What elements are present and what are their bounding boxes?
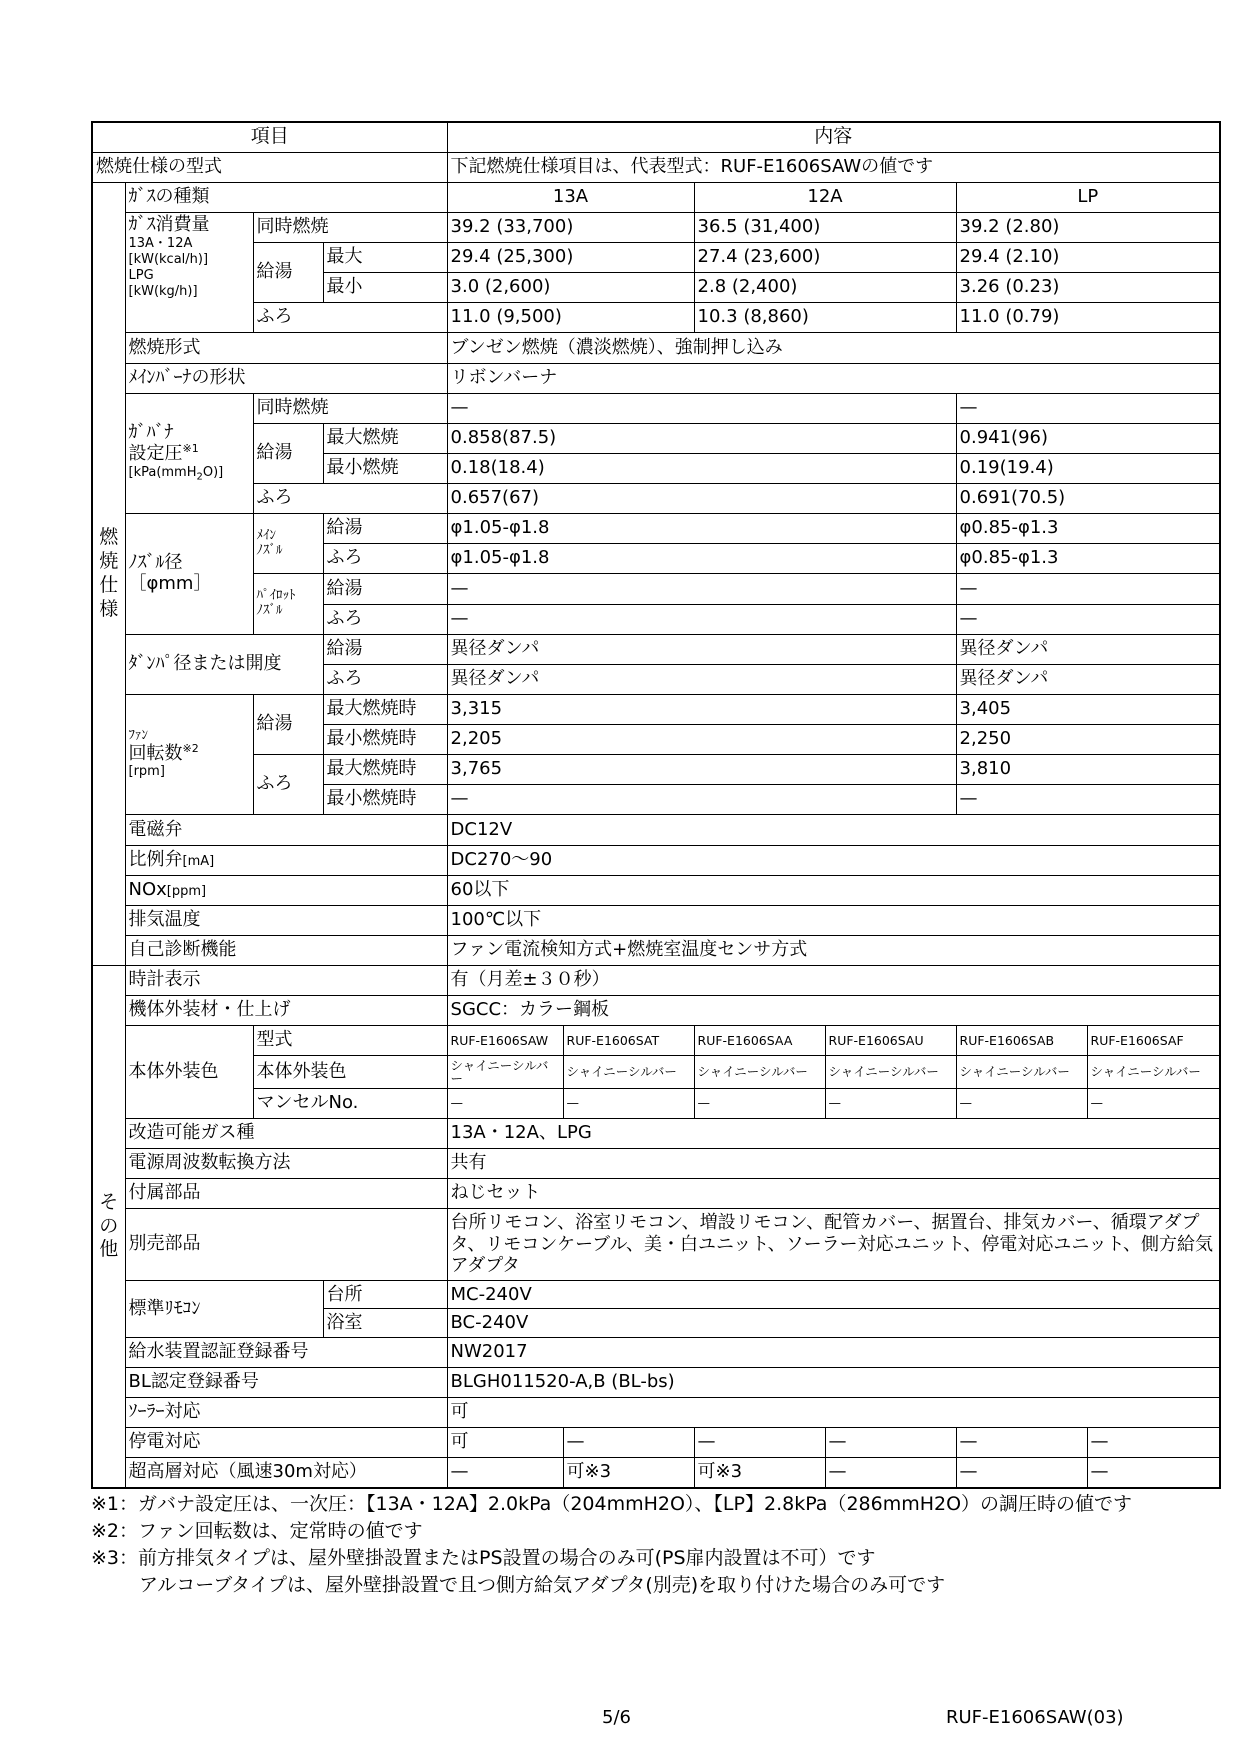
- body-model-4: RUF-E1606SAU: [825, 1026, 956, 1056]
- high-rise-2: 可※3: [563, 1458, 694, 1488]
- governor-label2: 設定圧: [128, 442, 183, 464]
- gc-bath-13a: 11.0 (9,500): [447, 303, 694, 333]
- gov-bath-city: 0.657(67): [447, 484, 956, 514]
- body-color-label: 本体外装色: [125, 1026, 253, 1118]
- remote-bath-value: BC-240V: [447, 1309, 1220, 1337]
- fan-row-bath-max: [92, 755, 1220, 785]
- gov-min-city: 0.18(18.4): [447, 453, 956, 483]
- nz-pilot-bath-city: —: [447, 604, 956, 634]
- col-item-header: 項目: [92, 122, 447, 152]
- model-value: 下記燃焼仕様項目は、代表型式：RUF-E1606SAWの値です: [447, 152, 1220, 182]
- section-other: その他: [92, 966, 125, 1489]
- gas-consumption-bath: ふろ: [253, 303, 447, 333]
- nozzle-unit: ［φmm］: [128, 572, 212, 594]
- nz-main-hw-city: φ1.05-φ1.8: [447, 514, 956, 544]
- body-model-2: RUF-E1606SAT: [563, 1026, 694, 1056]
- munsell-6: —: [1087, 1088, 1220, 1118]
- fan-hw-min-city: 2,205: [447, 725, 956, 755]
- burner-shape-label: ﾒｲﾝﾊﾞｰﾅの形状: [125, 363, 447, 393]
- convertible-gas-value: 13A・12A、LPG: [447, 1118, 1220, 1148]
- damper-hw-lp: 異径ダンパ: [956, 634, 1220, 664]
- gas-consumption-min: 最小: [323, 273, 447, 303]
- burn-type-label: 燃焼形式: [125, 333, 447, 363]
- self-diag-value: ファン電流検知方式+燃焼室温度センサ方式: [447, 935, 1220, 965]
- footnote-1: ※1：ガバナ設定圧は、一次圧：【13A・12A】2.0kPa（204mmH2O）、【LP】2.8kPa（286mmH2O）の調圧時の値です: [91, 1493, 1133, 1515]
- nozzle-pilot-bath: ふろ: [323, 604, 447, 634]
- gas-consumption-label: ｶﾞｽ消費量: [128, 213, 210, 235]
- nz-pilot-bath-lp: —: [956, 604, 1220, 634]
- governor-bath: ふろ: [253, 484, 447, 514]
- remote-kitchen-value: MC-240V: [447, 1281, 1220, 1309]
- fan-hw-max-lp: 3,405: [956, 694, 1220, 724]
- nozzle-pilot2: ﾉｽﾞﾙ: [256, 603, 283, 618]
- damper-bath: ふろ: [323, 664, 447, 694]
- power-outage-6: —: [1087, 1427, 1220, 1457]
- fan-bath: ふろ: [253, 755, 323, 815]
- gov-min-lp: 0.19(19.4): [956, 453, 1220, 483]
- proportional-value: DC270～90: [447, 845, 1220, 875]
- body-color-row-color: [92, 1056, 1220, 1088]
- nozzle-main-cell: [253, 514, 323, 574]
- nozzle-pilot-cell: [253, 574, 323, 634]
- gas-consumption-simultaneous: 同時燃焼: [253, 212, 447, 242]
- high-rise-3: 可※3: [694, 1458, 825, 1488]
- fan-label1: ﾌｧﾝ: [128, 727, 148, 743]
- damper-bath-city: 異径ダンパ: [447, 664, 956, 694]
- col-content-header: 内容: [447, 122, 1220, 152]
- governor-unit-pre: [kPa(mmH: [128, 464, 197, 480]
- gas-consumption-sub4: [kW(kg/h)]: [128, 284, 198, 300]
- nox-unit: [ppm]: [166, 883, 207, 899]
- nz-pilot-hw-city: —: [447, 574, 956, 604]
- solar-value: 可: [447, 1397, 1220, 1427]
- fan-bath-min-label: 最小燃焼時: [323, 785, 447, 815]
- nozzle-label: ﾉｽﾞﾙ径: [128, 552, 183, 574]
- gas-consumption-row-bath: [92, 303, 1220, 333]
- footnote-3a: ※3：前方排気タイプは、屋外壁掛設置またはPS設置の場合のみ可(PS扉内設置は不可）です: [91, 1547, 876, 1569]
- governor-hot-water: 給湯: [253, 423, 323, 483]
- fan-bath-min-city: —: [447, 785, 956, 815]
- power-outage-label: 停電対応: [125, 1427, 447, 1457]
- freq-switch-label: 電源周波数転換方法: [125, 1148, 447, 1178]
- fan-bath-max-city: 3,765: [447, 755, 956, 785]
- gas-consumption-hot-water: 給湯: [253, 243, 323, 303]
- nz-main-bath-lp: φ0.85-φ1.3: [956, 544, 1220, 574]
- gov-max-lp: 0.941(96): [956, 423, 1220, 453]
- governor-row-sim: [92, 393, 1220, 423]
- governor-unit-post: O)]: [202, 464, 224, 480]
- gov-sim-city: —: [447, 393, 956, 423]
- exterior-row: [92, 996, 1220, 1026]
- self-diag-row: [92, 935, 1220, 965]
- nox-value: 60以下: [447, 875, 1220, 905]
- nox-label: NOx: [128, 878, 167, 900]
- power-outage-4: —: [825, 1427, 956, 1457]
- header-row: [92, 122, 1220, 152]
- body-color-4: シャイニーシルバー: [825, 1056, 956, 1088]
- clock-label: 時計表示: [125, 966, 447, 996]
- page-number: 5/6: [602, 1707, 631, 1728]
- water-cert-value: NW2017: [447, 1337, 1220, 1367]
- fan-hw-min-lp: 2,250: [956, 725, 1220, 755]
- water-cert-row: [92, 1337, 1220, 1367]
- high-rise-label: 超高層対応（風速30m対応）: [125, 1458, 447, 1488]
- fan-hot-water: 給湯: [253, 694, 323, 754]
- gas-consumption-sub2: [kW(kcal/h)]: [128, 251, 209, 267]
- body-color-6: シャイニーシルバー: [1087, 1056, 1220, 1088]
- munsell-3: —: [694, 1088, 825, 1118]
- fan-row-hw-max: [92, 694, 1220, 724]
- high-rise-row: [92, 1458, 1220, 1488]
- governor-max-burn: 最大燃焼: [323, 423, 447, 453]
- power-outage-3: —: [694, 1427, 825, 1457]
- high-rise-6: —: [1087, 1458, 1220, 1488]
- governor-row-bath: [92, 484, 1220, 514]
- remote-kitchen-label: 台所: [323, 1281, 447, 1309]
- fan-note-mark: ※2: [182, 741, 199, 755]
- nozzle-row-main-hw: [92, 514, 1220, 544]
- governor-label-cell: [125, 393, 253, 514]
- gc-bath-lp: 11.0 (0.79): [956, 303, 1220, 333]
- optional-value: 台所リモコン、浴室リモコン、増設リモコン、配管カバー、据置台、排気カバー、循環アダプタ、リモコンケーブル、美・白ユニット、ソーラー対応ユニット、停電対応ユニット、側方給気アダプタ: [447, 1209, 1220, 1281]
- proportional-label-cell: [125, 845, 447, 875]
- gas-type-label: ｶﾞｽの種類: [125, 182, 447, 212]
- convertible-gas-row: [92, 1118, 1220, 1148]
- damper-hot-water: 給湯: [323, 634, 447, 664]
- gc-bath-12a: 10.3 (8,860): [694, 303, 956, 333]
- nozzle-pilot1: ﾊﾟｲﾛｯﾄ: [256, 588, 296, 604]
- governor-unit-sub: 2: [196, 471, 203, 483]
- nz-main-bath-city: φ1.05-φ1.8: [447, 544, 956, 574]
- fan-hw-max-label: 最大燃焼時: [323, 694, 447, 724]
- fan-hw-min-label: 最小燃焼時: [323, 725, 447, 755]
- governor-row-max: [92, 423, 1220, 453]
- burner-shape-row: [92, 363, 1220, 393]
- power-outage-5: —: [956, 1427, 1087, 1457]
- high-rise-1: —: [447, 1458, 563, 1488]
- gc-sim-12a: 36.5 (31,400): [694, 212, 956, 242]
- nz-main-hw-lp: φ0.85-φ1.3: [956, 514, 1220, 544]
- munsell-1: —: [447, 1088, 563, 1118]
- gc-sim-lp: 39.2 (2.80): [956, 212, 1220, 242]
- solenoid-row: [92, 815, 1220, 845]
- nozzle-label-cell: [125, 514, 253, 635]
- accessories-row: [92, 1178, 1220, 1208]
- gov-bath-lp: 0.691(70.5): [956, 484, 1220, 514]
- damper-hw-city: 異径ダンパ: [447, 634, 956, 664]
- body-color-5: シャイニーシルバー: [956, 1056, 1087, 1088]
- fan-bath-max-lp: 3,810: [956, 755, 1220, 785]
- solenoid-label: 電磁弁: [125, 815, 447, 845]
- power-outage-row: [92, 1427, 1220, 1457]
- gc-max-13a: 29.4 (25,300): [447, 243, 694, 273]
- footnotes: [91, 1491, 1231, 1599]
- gas-consumption-max: 最大: [323, 243, 447, 273]
- governor-simultaneous: 同時燃焼: [253, 393, 447, 423]
- nozzle-main-bath: ふろ: [323, 544, 447, 574]
- body-color-1: シャイニーシルバー: [447, 1056, 563, 1088]
- governor-note-mark: ※1: [182, 441, 199, 455]
- body-model-1: RUF-E1606SAW: [447, 1026, 563, 1056]
- remote-label: 標準ﾘﾓｺﾝ: [125, 1281, 323, 1337]
- gc-min-12a: 2.8 (2,400): [694, 273, 956, 303]
- body-model-3: RUF-E1606SAA: [694, 1026, 825, 1056]
- proportional-label: 比例弁: [128, 848, 183, 870]
- nz-pilot-hw-lp: —: [956, 574, 1220, 604]
- accessories-label: 付属部品: [125, 1178, 447, 1208]
- gc-max-12a: 27.4 (23,600): [694, 243, 956, 273]
- damper-row-hw: [92, 634, 1220, 664]
- remote-row-kitchen: [92, 1281, 1220, 1309]
- optional-row: [92, 1209, 1220, 1281]
- damper-label: ﾀﾞﾝﾊﾟ径または開度: [125, 634, 323, 694]
- clock-row: [92, 966, 1220, 996]
- self-diag-label: 自己診断機能: [125, 935, 447, 965]
- high-rise-5: —: [956, 1458, 1087, 1488]
- burn-type-value: ブンゼン燃焼（濃淡燃焼）、強制押し込み: [447, 333, 1220, 363]
- solar-row: [92, 1397, 1220, 1427]
- gas-consumption-row-sim: [92, 212, 1220, 242]
- munsell-5: —: [956, 1088, 1087, 1118]
- exhaust-temp-label: 排気温度: [125, 905, 447, 935]
- gas-type-lp: LP: [956, 182, 1220, 212]
- proportional-unit: [mA]: [182, 853, 215, 869]
- gc-min-13a: 3.0 (2,600): [447, 273, 694, 303]
- high-rise-4: —: [825, 1458, 956, 1488]
- damper-bath-lp: 異径ダンパ: [956, 664, 1220, 694]
- fan-bath-min-lp: —: [956, 785, 1220, 815]
- proportional-row: [92, 845, 1220, 875]
- gc-min-lp: 3.26 (0.23): [956, 273, 1220, 303]
- burn-type-row: [92, 333, 1220, 363]
- convertible-gas-label: 改造可能ガス種: [125, 1118, 447, 1148]
- gov-sim-lp: —: [956, 393, 1220, 423]
- gov-max-city: 0.858(87.5): [447, 423, 956, 453]
- fan-bath-max-label: 最大燃焼時: [323, 755, 447, 785]
- exhaust-temp-row: [92, 905, 1220, 935]
- accessories-value: ねじセット: [447, 1178, 1220, 1208]
- gas-type-row: [92, 182, 1220, 212]
- gc-max-lp: 29.4 (2.10): [956, 243, 1220, 273]
- governor-min-burn: 最小燃焼: [323, 453, 447, 483]
- body-color-color-label: 本体外装色: [253, 1056, 447, 1088]
- bl-cert-label: BL認定登録番号: [125, 1367, 447, 1397]
- optional-label: 別売部品: [125, 1209, 447, 1281]
- nozzle-row-pilot-hw: [92, 574, 1220, 604]
- nozzle-main1: ﾒｲﾝ: [256, 527, 276, 543]
- document-id: RUF-E1606SAW(03): [946, 1707, 1124, 1728]
- power-outage-2: —: [563, 1427, 694, 1457]
- nozzle-pilot-hot-water: 給湯: [323, 574, 447, 604]
- exhaust-temp-value: 100℃以下: [447, 905, 1220, 935]
- nozzle-main2: ﾉｽﾞﾙ: [256, 542, 283, 558]
- bl-cert-value: BLGH011520-A,B (BL-bs): [447, 1367, 1220, 1397]
- footnote-3b: アルコーブタイプは、屋外壁掛設置で且つ側方給気アダプタ(別売)を取り付けた場合のみ可です: [139, 1574, 946, 1596]
- gc-sim-13a: 39.2 (33,700): [447, 212, 694, 242]
- body-color-row-model: [92, 1026, 1220, 1056]
- munsell-2: —: [563, 1088, 694, 1118]
- section-combustion: 燃焼仕様: [92, 182, 125, 965]
- nox-row: [92, 875, 1220, 905]
- remote-bath-label: 浴室: [323, 1309, 447, 1337]
- freq-switch-value: 共有: [447, 1148, 1220, 1178]
- body-color-munsell-label: マンセルNo.: [253, 1088, 447, 1118]
- fan-label2: 回転数: [128, 742, 183, 764]
- clock-value: 有（月差±３０秒）: [447, 966, 1220, 996]
- gas-consumption-sub3: LPG: [128, 268, 154, 284]
- burner-shape-value: リボンバーナ: [447, 363, 1220, 393]
- gas-type-12a: 12A: [694, 182, 956, 212]
- gas-consumption-sub1: 13A・12A: [128, 235, 193, 251]
- nox-label-cell: [125, 875, 447, 905]
- solenoid-value: DC12V: [447, 815, 1220, 845]
- body-model-6: RUF-E1606SAF: [1087, 1026, 1220, 1056]
- gas-type-13a: 13A: [447, 182, 694, 212]
- exterior-label: 機体外装材・仕上げ: [125, 996, 447, 1026]
- freq-switch-row: [92, 1148, 1220, 1178]
- power-outage-1: 可: [447, 1427, 563, 1457]
- body-color-row-munsell: [92, 1088, 1220, 1118]
- exterior-value: SGCC：カラー鋼板: [447, 996, 1220, 1026]
- water-cert-label: 給水装置認証登録番号: [125, 1337, 447, 1367]
- governor-label1: ｶﾞﾊﾞﾅ: [128, 422, 174, 444]
- model-row: [92, 152, 1220, 182]
- gas-consumption-label-cell: [125, 212, 253, 333]
- body-model-5: RUF-E1606SAB: [956, 1026, 1087, 1056]
- model-label: 燃焼仕様の型式: [92, 152, 447, 182]
- fan-label-cell: [125, 694, 253, 815]
- nozzle-main-hot-water: 給湯: [323, 514, 447, 544]
- footnote-2: ※2：ファン回転数は、定常時の値です: [91, 1520, 423, 1542]
- body-color-2: シャイニーシルバー: [563, 1056, 694, 1088]
- spec-table: [91, 121, 1221, 1489]
- gas-consumption-row-max: [92, 243, 1220, 273]
- bl-cert-row: [92, 1367, 1220, 1397]
- fan-hw-max-city: 3,315: [447, 694, 956, 724]
- munsell-4: —: [825, 1088, 956, 1118]
- body-color-model-label: 型式: [253, 1026, 447, 1056]
- fan-unit: [rpm]: [128, 764, 165, 780]
- solar-label: ｿｰﾗｰ対応: [125, 1397, 447, 1427]
- body-color-3: シャイニーシルバー: [694, 1056, 825, 1088]
